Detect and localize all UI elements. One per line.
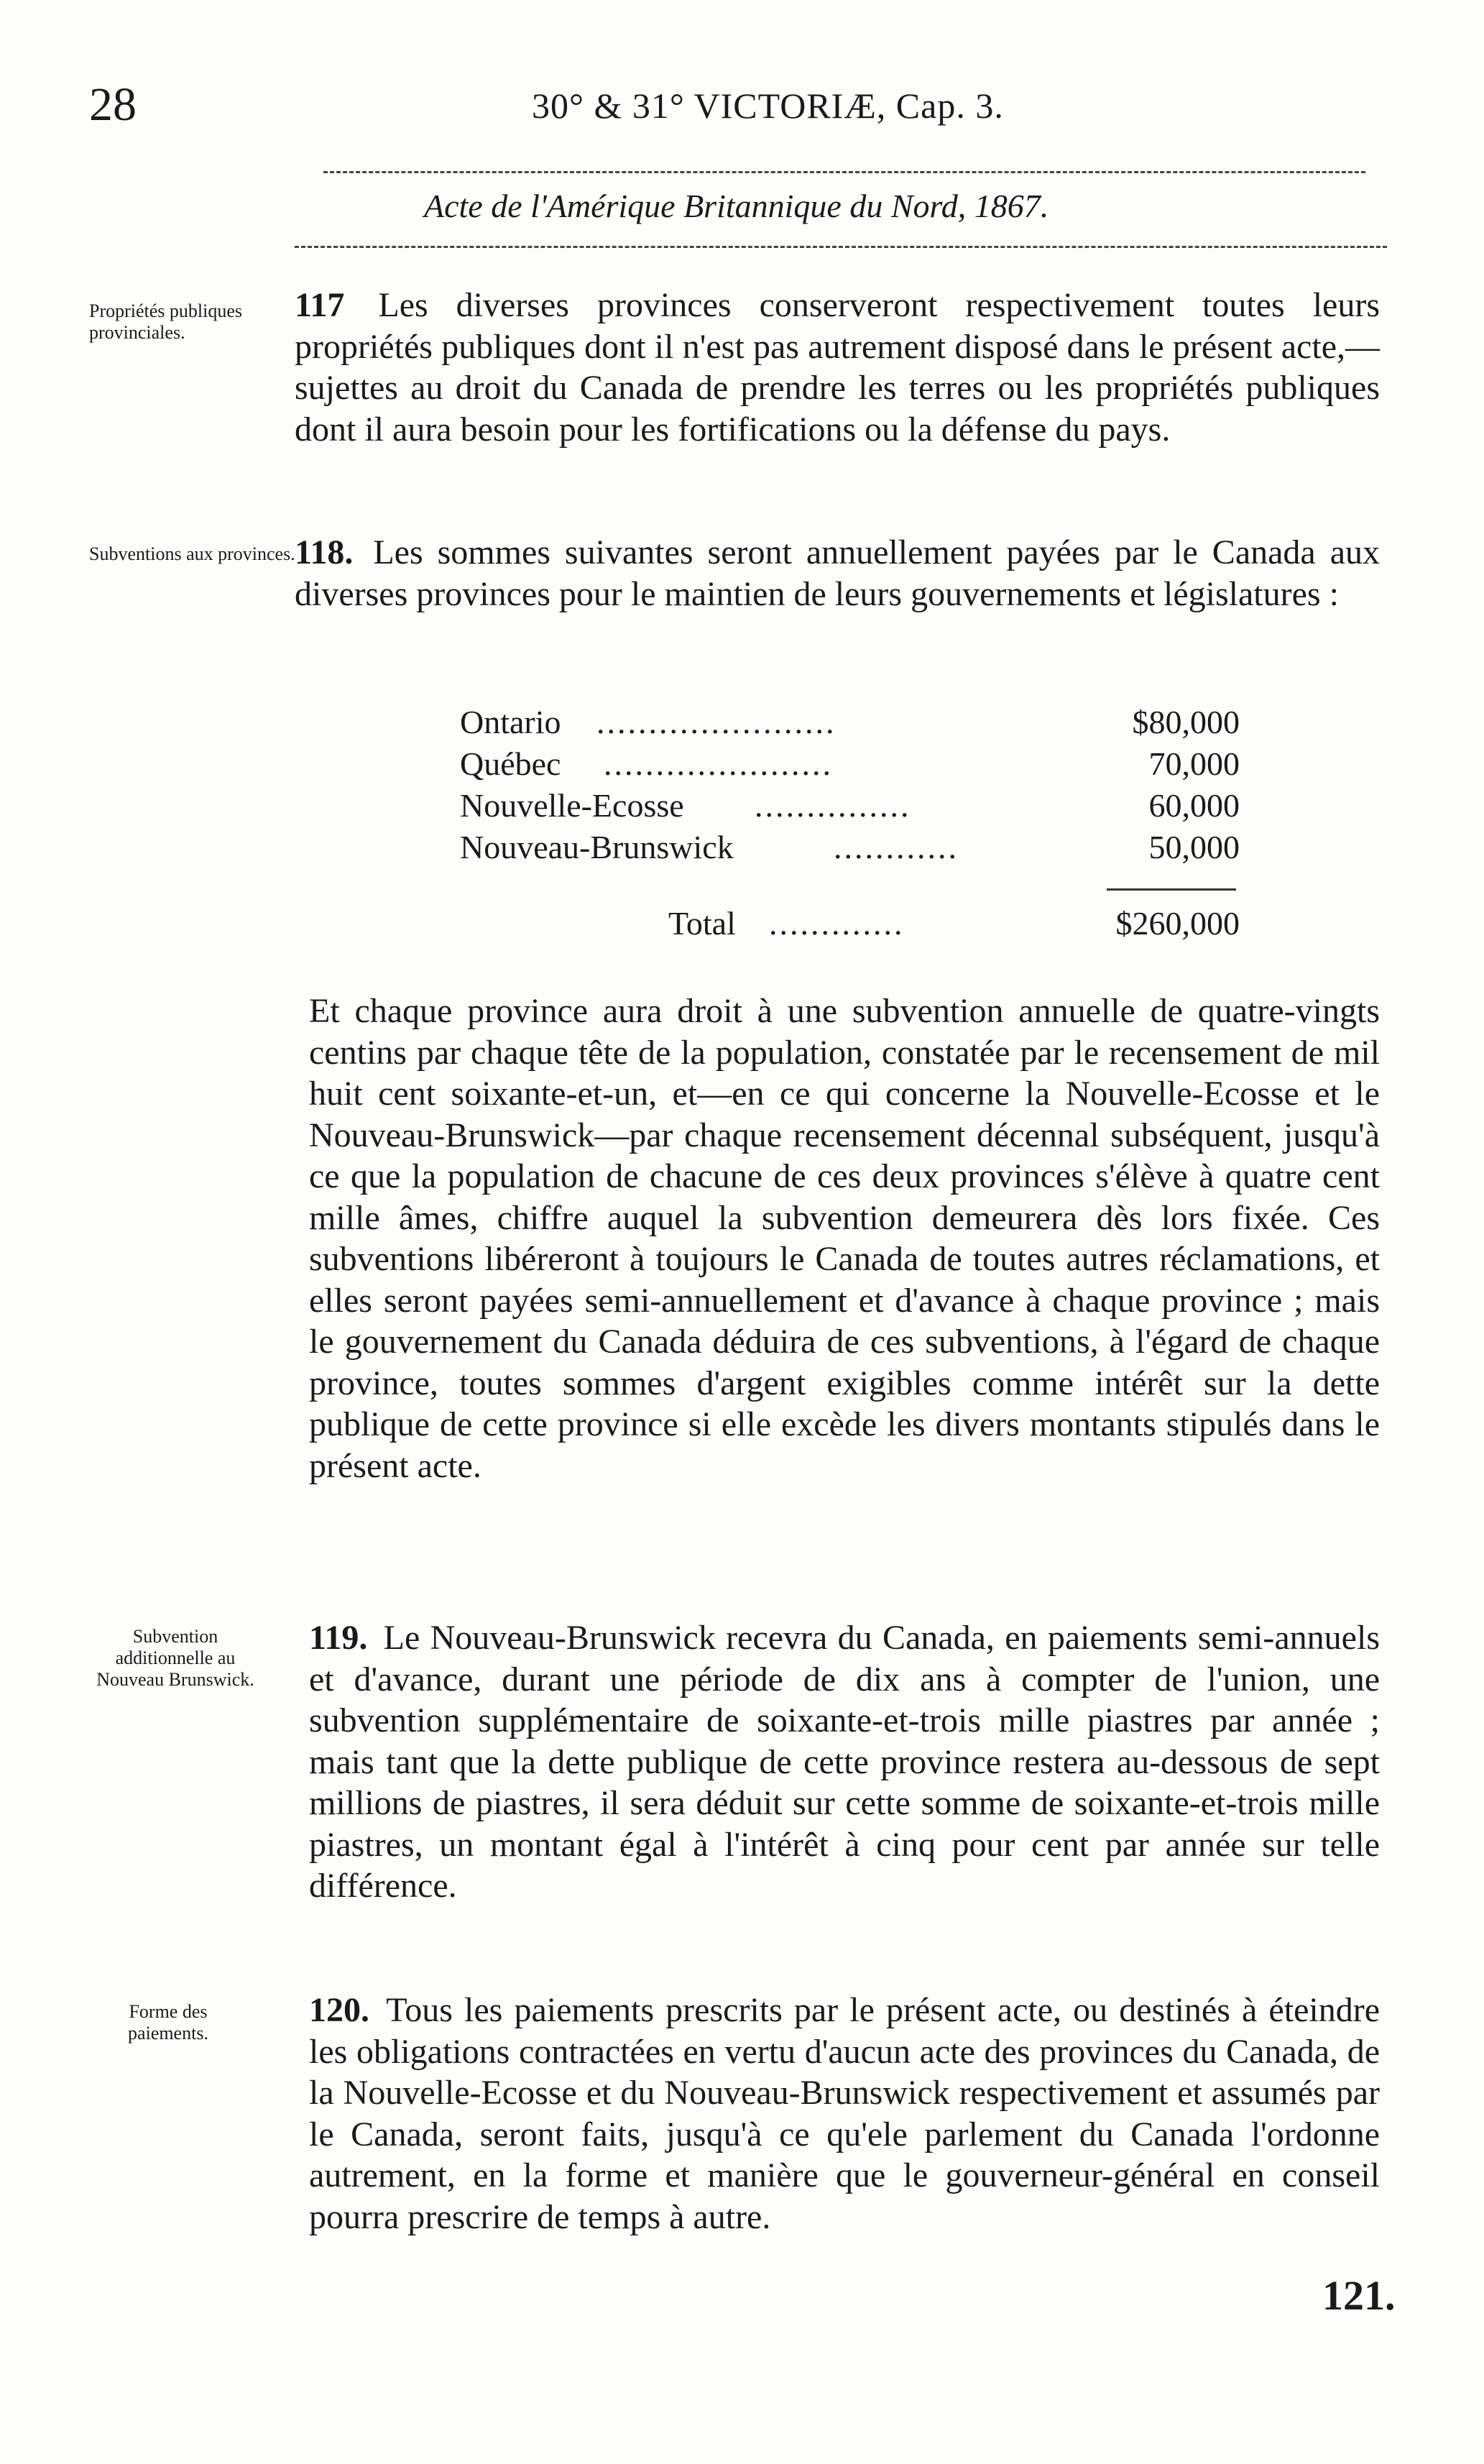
leader-dots: ............ (834, 829, 959, 865)
section-text: Les sommes suivantes seront annuellement payées par le Canada aux diverses provinces pour le maintien de leurs gouvernements et législatures : (295, 533, 1381, 613)
section-number: 118. (295, 533, 354, 571)
province-name: Nouveau-Brunswick (460, 829, 734, 865)
section-text: Et chaque province aura droit à une subvention annuelle de quatre-vingts centins par chaque tête de la population, constatée par le recensement de mil huit cent soixante-et-un, et—en ce qui concerne la Nouvelle-Ecosse et le Nouveau-Brunswick—par chaque recensement décennal subséquent, jusqu'à ce que la population de chacune de ces deux provinces s'élève à quatre cent mille âmes, chiffre auquel la subvention demeurera dès lors fixée. Ces subventions libéreront à toujours le Canada de toutes autres réclamations, et elles seront payées semi-annuellement et d'avance à chaque province ; mais le gouvernement du Canada déduira de ces subventions, à l'égard de chaque province, toutes sommes d'argent exigibles comme intérêt sur la dette publique de cette province si elle excède les divers montants stipulés dans le présent acte. (309, 992, 1380, 1485)
grant-amount: 50,000 (1148, 829, 1240, 865)
section-120 (309, 1990, 1380, 2238)
running-title: 30° & 31° VICTORIÆ, Cap. 3. (532, 86, 1004, 126)
margin-note-117: Propriétés publiques provinciales. (89, 300, 243, 343)
signature-mark: 121. (1322, 2272, 1396, 2319)
header-rule-bottom (295, 246, 1387, 248)
grant-amount: 60,000 (1148, 787, 1240, 824)
province-name: Québec (460, 745, 561, 782)
section-118-continuation (309, 990, 1380, 1486)
section-number: 119. (309, 1619, 368, 1657)
section-118 (295, 532, 1380, 615)
leader-dots: ....................... (596, 704, 837, 740)
section-119 (309, 1617, 1380, 1907)
section-number: 117 (295, 286, 345, 324)
margin-note-118: Subventions aux provinces. (89, 543, 295, 564)
grant-amount: $80,000 (1132, 704, 1240, 740)
total-rule (1107, 888, 1236, 891)
section-text: Les diverses provinces conserveront respectivement toutes leurs propriétés publiques dont il n'est pas autrement disposé dans le présent acte,—sujettes au droit du Canada de prendre les terres ou les propriétés publiques dont il aura besoin pour les fortifications ou la défense du pays. (295, 286, 1381, 449)
margin-note-119: Subvention additionnelle au Nouveau Brunswick. (96, 1626, 254, 1690)
page-number: 28 (89, 78, 137, 131)
margin-note-120: Forme des paiements. (128, 2001, 208, 2044)
province-name: Ontario (460, 704, 561, 740)
leader-dots: ............... (755, 787, 911, 824)
grant-amount: 70,000 (1148, 745, 1240, 782)
section-text: Le Nouveau-Brunswick recevra du Canada, en paiements semi-annuels et d'avance, durant une période de dix ans à compter de l'union, une subvention supplémentaire de soixante-et-trois mille piastres par année ; mais tant que la dette publique de cette province restera au-dessous de sept millions de piastres, il sera déduit sur cette somme de soixante-et-trois mille piastres, un montant égal à l'intérêt à cinq pour cent par année sur telle différence. (309, 1619, 1381, 1905)
total-amount: $260,000 (1115, 905, 1240, 942)
province-name: Nouvelle-Ecosse (460, 787, 684, 824)
total-label: Total (668, 905, 736, 942)
section-117 (295, 285, 1380, 450)
header-rule-top (323, 171, 1365, 173)
leader-dots: ...................... (604, 745, 833, 782)
section-text: Tous les paiements prescrits par le présent acte, ou destinés à éteindre les obligations contractées en vertu d'aucun acte des provinces du Canada, de la Nouvelle-Ecosse et du Nouveau-Brunswick respectivement et assumés par le Canada, seront faits, jusqu'à ce qu'ele parlement du Canada l'ordonne autrement, en la forme et manière que le gouverneur-général en conseil pourra prescrire de temps à autre. (309, 1991, 1380, 2236)
leader-dots: ............. (769, 905, 905, 942)
act-subtitle: Acte de l'Amérique Britannique du Nord, 1867. (424, 188, 1049, 224)
section-number: 120. (309, 1991, 369, 2029)
